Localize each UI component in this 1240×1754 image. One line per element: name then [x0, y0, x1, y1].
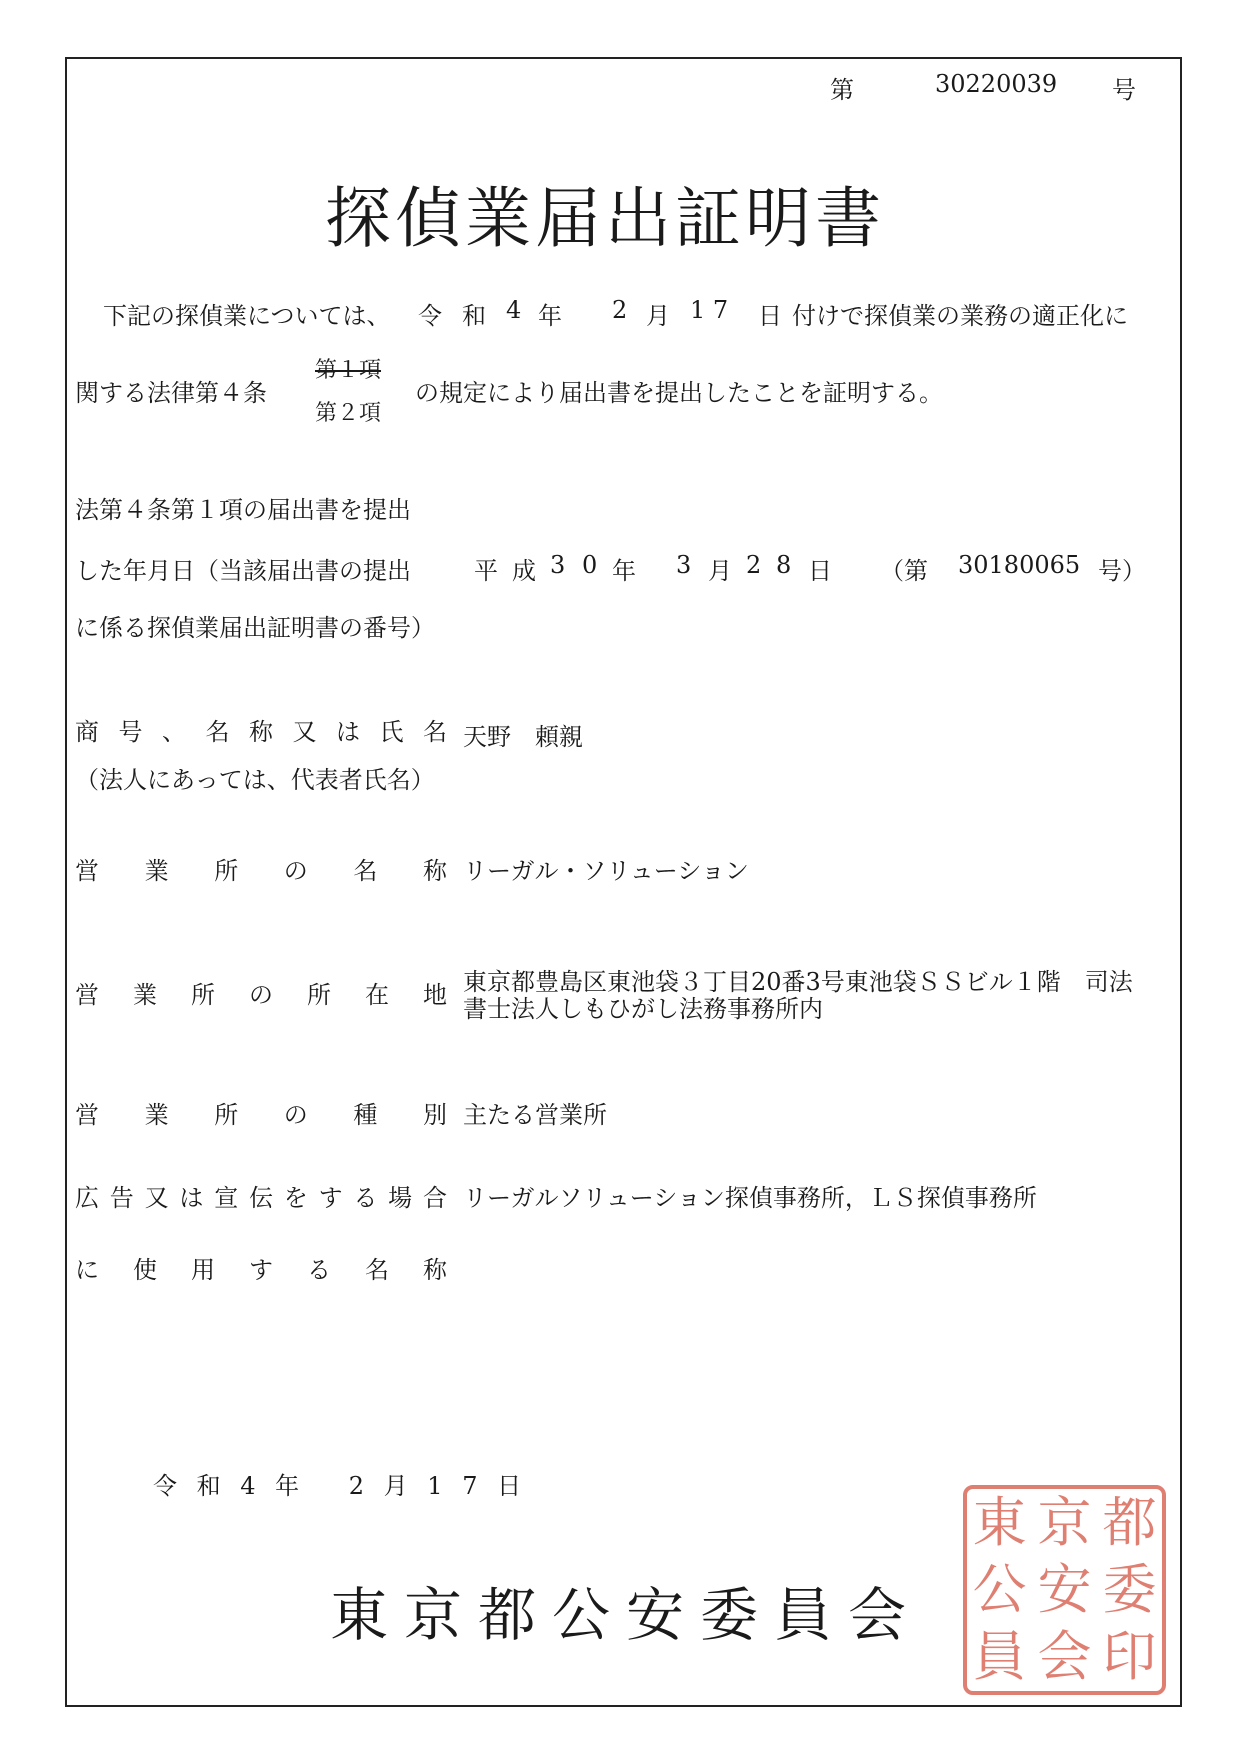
office-name-label-char: の [283, 857, 308, 885]
office-name-label-char: 業 [144, 857, 169, 885]
intro-month-unit: 月 [646, 302, 670, 330]
advertising-name-label-1 [75, 1178, 447, 1213]
trade-name-label-char: 称 [249, 718, 273, 746]
advertising-label-char: す [249, 1256, 273, 1284]
office-type-value: 主たる営業所 [463, 1101, 607, 1129]
prior-number-close: 号） [1098, 557, 1146, 585]
office-address-label-char: 業 [133, 981, 157, 1009]
intro-lead: 下記の探偵業については、 [103, 302, 391, 330]
advertising-label-char: 広 [75, 1184, 99, 1212]
intro-day-unit: 日 [758, 302, 782, 330]
prior-filing-label-3: に係る探偵業届出証明書の番号） [75, 614, 435, 642]
advertising-label-char: 伝 [248, 1184, 273, 1212]
trade-name-label-char: 、 [162, 718, 186, 746]
advertising-label-char: 告 [109, 1184, 134, 1212]
office-type-label [75, 1095, 447, 1130]
trade-name-label-char: 商 [75, 718, 99, 746]
page-title: 探偵業届出証明書 [325, 180, 885, 257]
clause-struck-text: 第１項 [315, 358, 382, 383]
prior-number-open: （第 [880, 557, 928, 585]
intro-line2-tail: の規定により届出書を提出したことを証明する。 [415, 379, 943, 407]
seal-char: 都 [1102, 1490, 1157, 1554]
advertising-label-char: 又 [144, 1184, 169, 1212]
office-name-label-char: 名 [353, 857, 378, 885]
advertising-label-char: は [179, 1184, 204, 1212]
advertising-label-char: 合 [422, 1184, 447, 1212]
advertising-label-char: す [318, 1184, 343, 1212]
prior-date-7: 月 [708, 557, 732, 585]
prior-filing-label-1: 法第４条第１項の届出書を提出 [75, 496, 411, 524]
prior-date-2: 3 [550, 551, 566, 579]
office-name-label-char: 営 [75, 857, 99, 885]
trade-name-sub-label: （法人にあっては、代表者氏名） [75, 766, 435, 794]
advertising-label-char: 宣 [214, 1184, 239, 1212]
prior-date-4: 年 [612, 557, 636, 585]
advertising-label-char: を [283, 1184, 308, 1212]
office-type-label-char: 営 [75, 1101, 99, 1129]
intro-era-2: 和 [462, 302, 486, 330]
trade-name-label-char: は [336, 718, 360, 746]
office-type-label-char: 業 [144, 1101, 169, 1129]
office-name-value: リーガル・ソリューション [463, 857, 749, 885]
advertising-label-char: 使 [133, 1256, 157, 1284]
office-name-label [75, 851, 447, 886]
advertising-label-char: る [353, 1184, 378, 1212]
office-address-label-char: 在 [365, 981, 389, 1009]
advertising-label-char: る [307, 1256, 331, 1284]
office-address-label-char: 営 [75, 981, 99, 1009]
office-address-label-char: 地 [423, 981, 447, 1009]
advertising-name-value: リーガルソリューション探偵事務所，ＬＳ探偵事務所 [463, 1184, 1037, 1212]
advertising-label-char: 称 [423, 1256, 447, 1284]
clause-active: 第２項 [315, 401, 382, 426]
seal-char: 安 [1037, 1557, 1092, 1621]
office-address-label-char: 所 [191, 981, 215, 1009]
office-address-label-char: 所 [307, 981, 331, 1009]
office-type-label-char: 種 [353, 1101, 378, 1129]
seal-char: 会 [1037, 1625, 1092, 1689]
office-address-line-1: 東京都豊島区東池袋３丁目20番3号東池袋ＳＳビル１階 司法 [463, 968, 1133, 996]
prior-date-3: 0 [582, 551, 598, 579]
prior-number: 30180065 [958, 551, 1081, 579]
prior-date-9: 8 [776, 551, 792, 579]
office-address-label [75, 975, 447, 1010]
prior-date-8: 2 [746, 551, 762, 579]
office-type-label-char: の [283, 1101, 308, 1129]
prior-date-0: 平 [474, 557, 498, 585]
prior-filing-label-2: した年月日（当該届出書の提出 [75, 557, 411, 585]
office-address-label-char: の [249, 981, 273, 1009]
seal-char: 京 [1037, 1490, 1092, 1554]
trade-name-label-char: 又 [292, 718, 317, 746]
prior-date-10: 日 [808, 557, 832, 585]
trade-name-label-char: 号 [118, 718, 143, 746]
issuer-name: 東京都公安委員会 [330, 1581, 923, 1649]
trade-name-label-char: 名 [205, 718, 230, 746]
intro-era-1: 令 [418, 302, 442, 330]
seal-char: 公 [972, 1557, 1027, 1621]
seal-char: 委 [1102, 1557, 1157, 1621]
advertising-label-char: 用 [191, 1256, 215, 1284]
official-seal [963, 1485, 1166, 1695]
office-type-label-char: 別 [422, 1101, 447, 1129]
intro-tail: 付けで探偵業の業務の適正化に [792, 302, 1128, 330]
seal-char: 員 [972, 1625, 1027, 1689]
trade-name-label [75, 712, 447, 747]
advertising-name-label-2 [75, 1250, 447, 1285]
office-name-label-char: 所 [214, 857, 239, 885]
intro-year-unit: 年 [538, 302, 562, 330]
office-type-label-char: 所 [214, 1101, 239, 1129]
intro-day: 1 7 [690, 296, 729, 324]
advertising-label-char: 場 [388, 1184, 413, 1212]
advertising-label-char: 名 [365, 1256, 389, 1284]
cert-number-suffix: 号 [1112, 76, 1136, 104]
clause-struck [315, 353, 381, 384]
trade-name-label-char: 氏 [379, 718, 404, 746]
intro-line2-lead: 関する法律第４条 [75, 379, 267, 407]
advertising-label-char: に [75, 1256, 99, 1284]
prior-date-1: 成 [512, 557, 536, 585]
prior-date-6: 3 [676, 551, 692, 579]
intro-month: 2 [612, 296, 628, 324]
intro-year: 4 [506, 296, 522, 324]
office-name-label-char: 称 [422, 857, 447, 885]
issue-date: 令 和 4 年 2 月 1 7 日 [153, 1472, 528, 1500]
cert-number: 30220039 [935, 70, 1058, 98]
trade-name-value: 天野 頼親 [463, 723, 583, 751]
seal-char: 東 [972, 1490, 1027, 1554]
cert-number-prefix: 第 [830, 76, 854, 104]
office-address-line-2: 書士法人しもひがし法務事務所内 [463, 995, 823, 1023]
trade-name-label-char: 名 [423, 718, 447, 746]
seal-char: 印 [1102, 1625, 1157, 1689]
